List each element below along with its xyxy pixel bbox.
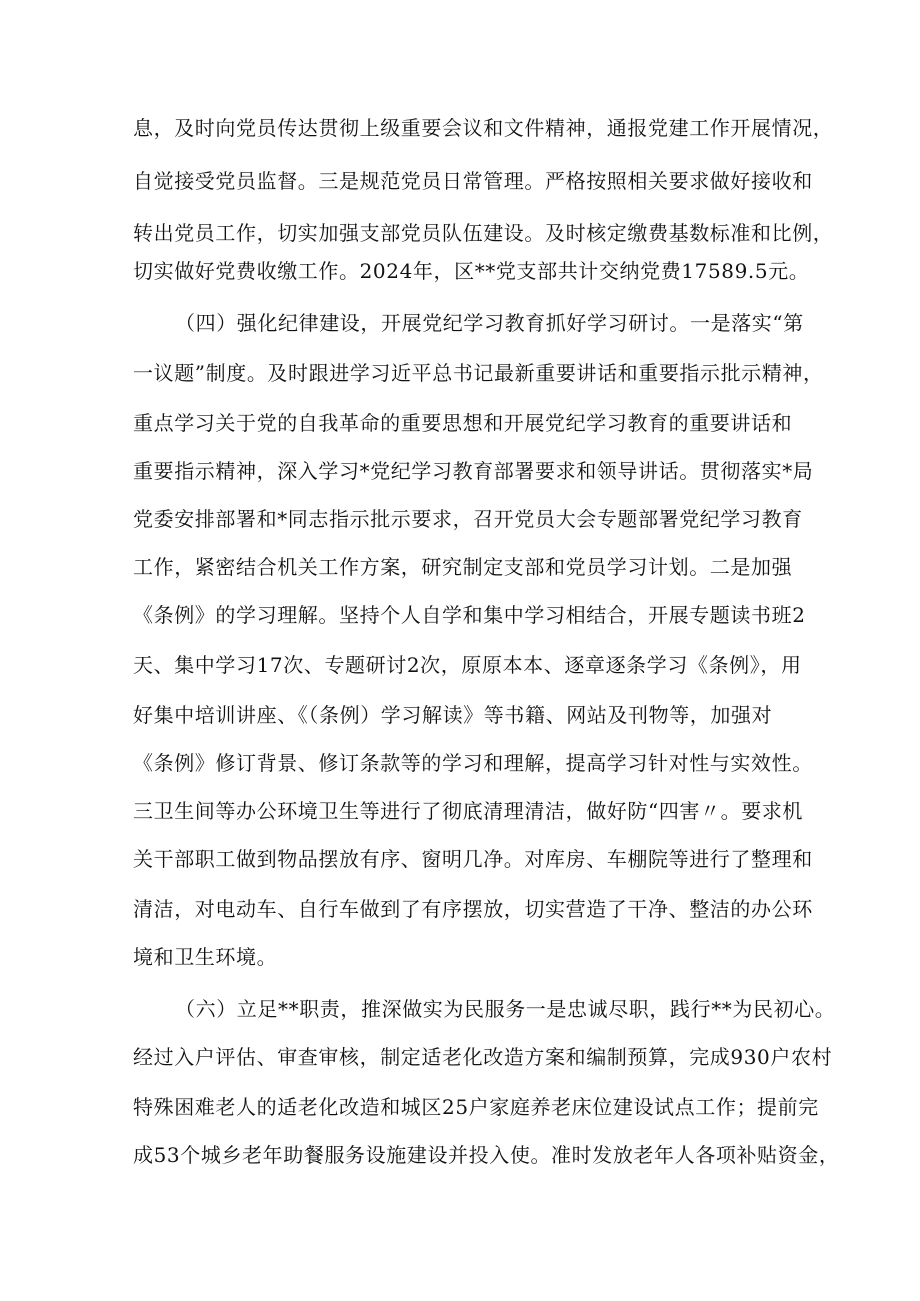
text-line: 息，及时向党员传达贯彻上级重要会议和文件精神，通报党建工作开展情况， bbox=[133, 116, 834, 140]
text-line: 重点学习关于党的自我革命的重要思想和开展党纪学习教育的重要讲话和 bbox=[133, 411, 793, 435]
text-line: 特殊困难老人的适老化改造和城区25户家庭养老床位建设试点工作；提前完 bbox=[133, 1095, 819, 1119]
text-line: 一议题”制度。及时跟进学习近平总书记最新重要讲话和重要指示批示精神， bbox=[133, 361, 824, 385]
text-line: 重要指示精神，深入学习*党纪学习教育部署要求和领导讲话。贯彻落实*局 bbox=[133, 459, 814, 483]
text-line: 党委安排部署和*同志指示批示要求，召开党员大会专题部署党纪学习教育 bbox=[133, 507, 803, 531]
text-line: 自觉接受党员监督。三是规范党员日常管理。严格按照相关要求做好接收和 bbox=[133, 169, 813, 193]
text-line: 关干部职工做到物品摆放有序、窗明几净。对库房、车棚院等进行了整理和 bbox=[133, 847, 813, 871]
text-line: 经过入户评估、审查审核，制定适老化改造方案和编制预算，完成930户农村 bbox=[133, 1045, 833, 1069]
text-line: 清洁，对电动车、自行车做到了有序摆放，切实营造了干净、整洁的办公环 bbox=[133, 897, 813, 921]
text-line: 工作，紧密结合机关工作方案，研究制定支部和党员学习计划。二是加强 bbox=[133, 555, 793, 579]
text-line: 三卫生间等办公环境卫生等进行了彻底清理清洁，做好防“四害〃。要求机 bbox=[133, 799, 804, 823]
text-line: 好集中培训讲座、《（条例）学习解读》等书籍、网站及刊物等，加强对 bbox=[133, 703, 773, 727]
text-line: 成53个城乡老年助餐服务设施建设并投入使。准时发放老年人各项补贴资金， bbox=[133, 1143, 840, 1167]
paragraph-heading-line: （六）立足**职责，推深做实为民服务一是忠诚尽职，践行**为民初心。 bbox=[175, 997, 836, 1021]
paragraph-heading-line: （四）强化纪律建设，开展党纪学习教育抓好学习研讨。一是落实“第 bbox=[175, 311, 804, 335]
text-line: 转出党员工作，切实加强支部党员队伍建设。及时核定缴费基数标准和比例， bbox=[133, 221, 834, 245]
text-line: 天、集中学习17次、专题研讨2次，原原本本、逐章逐条学习《条例》，用 bbox=[133, 653, 802, 677]
text-line: 切实做好党费收缴工作。2024年，区**党支部共计交纳党费17589.5元。 bbox=[133, 259, 810, 283]
text-line: 《条例》修订背景、修订条款等的学习和理解，提高学习针对性与实效性。 bbox=[133, 751, 813, 775]
text-line: 《条例》的学习理解。坚持个人自学和集中学习相结合，开展专题读书班2 bbox=[133, 603, 806, 627]
text-line: 境和卫生环境。 bbox=[133, 945, 278, 969]
